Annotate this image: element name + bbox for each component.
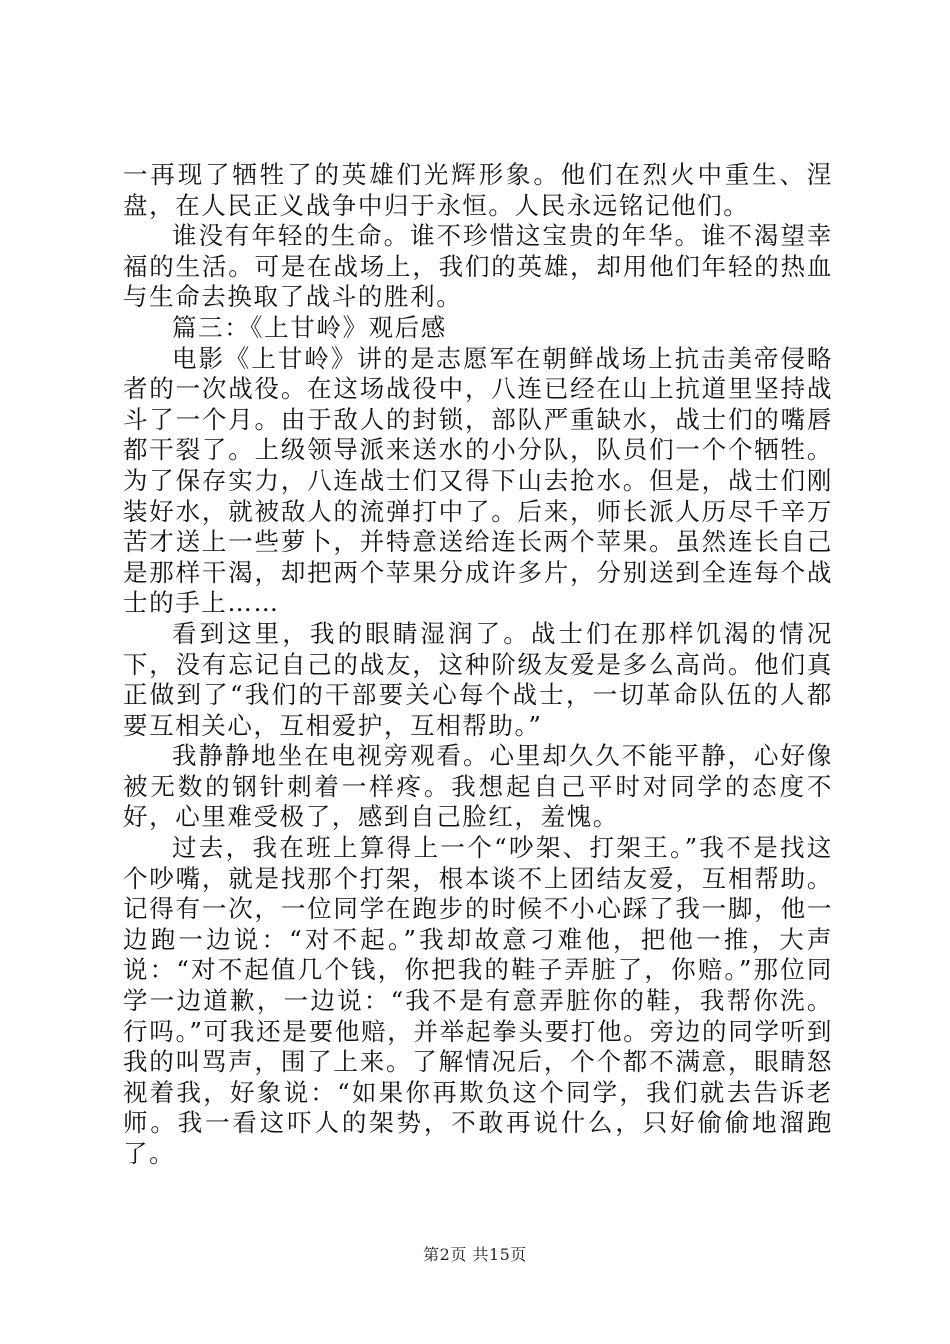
page-number-footer: 第2页 共15页	[423, 1245, 527, 1264]
paragraph-reflection: 我静静地坐在电视旁观看。心里却久久不能平静，心好像被无数的钢针刺着一样疼。我想起自己平时对同学的态度不好，心里难受极了，感到自己脸红，羞愧。	[123, 741, 833, 832]
section-heading: 篇三：《上甘岭》观后感	[172, 312, 447, 342]
paragraph-youth: 谁没有年轻的生命。谁不珍惜这宝贵的年华。谁不渴望幸福的生活。可是在战场上，我们的英雄，却用他们年轻的热血与生命去换取了战斗的胜利。	[123, 221, 833, 312]
paragraph-film-summary: 电影《上甘岭》讲的是志愿军在朝鲜战场上抗击美帝侵略者的一次战役。在这场战役中，八连已经在山上抗道里坚持战斗了一个月。由于敌人的封锁，部队严重缺水，战士们的嘴唇都干裂了。上级领导派来送水的小分队，队员们一个个牺牲。为了保存实力，八连战士们又得下山去抢水。但是，战士们刚装好水，就被敌人的流弹打中了。后来，师长派人历尽千辛万苦才送上一些萝卜，并特意送给连长两个苹果。虽然连长自己是那样干渴，却把两个苹果分成许多片，分别送到全连每个战士的手上……	[123, 343, 833, 618]
document-body	[123, 160, 833, 1170]
paragraph-reaction: 看到这里，我的眼睛湿润了。战士们在那样饥渴的情况下，没有忘记自己的战友，这种阶级友爱是多么高尚。他们真正做到了“我们的干部要关心每个战士，一切革命队伍的人都要互相关心，互相爱护，互相帮助。”	[123, 618, 833, 740]
paragraph-memory: 过去，我在班上算得上一个“吵架、打架王。”我不是找这个吵嘴，就是找那个打架，根本谈不上团结友爱，互相帮助。记得有一次，一位同学在跑步的时候不小心踩了我一脚，他一边跑一边说：“对不起。”我却故意刁难他，把他一推，大声说：“对不起值几个钱，你把我的鞋子弄脏了，你赔。”那位同学一边道歉，一边说：“我不是有意弄脏你的鞋，我帮你洗。行吗。”可我还是要他赔，并举起拳头要打他。旁边的同学听到我的叫骂声，围了上来。了解情况后，个个都不满意，眼睛怒视着我，好象说：“如果你再欺负这个同学，我们就去告诉老师。我一看这吓人的架势，不敢再说什么，只好偷偷地溜跑了。	[123, 833, 833, 1168]
paragraph-continuation: 一再现了牺牲了的英雄们光辉形象。他们在烈火中重生、涅盘，在人民正义战争中归于永恒。人民永远铭记他们。	[123, 160, 833, 220]
